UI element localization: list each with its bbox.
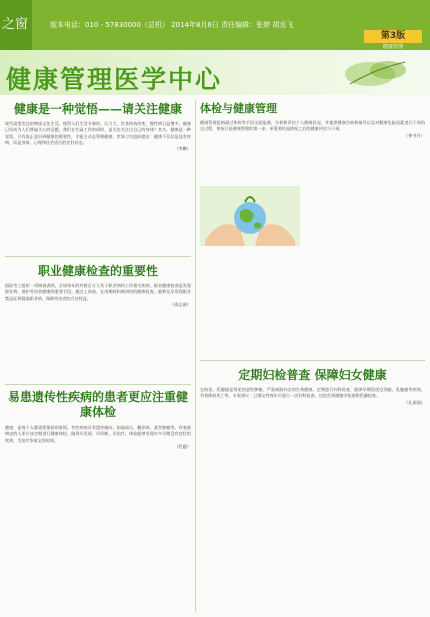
article-5-body: 在防治、乳腺癌是常见的恶性肿瘤，严重威胁妇女的生命健康。定期进行妇科检查，能够早期发现宫颈癌、乳腺癌等疾病，有效降低死亡率。专家建议：已婚女性每年应进行一次妇科检查，包括宫颈细胞学检查和乳腺检查。 bbox=[200, 387, 425, 399]
page-section-label: 健康管理 bbox=[382, 44, 403, 50]
article-4-headline: 体检与健康管理 bbox=[200, 102, 277, 115]
article-1-body: 现代高度发达的物质文化生活，使得人们生活节奏快、压力大、饮食结构改变，慢性病日益增多。健康已经成为人们普遍关心的话题。我们在忙碌工作的同时，是否也关注过自己的身体？其实，健康是一种觉悟，只有真正意识到健康的重要性，才能主动去管理健康。世界卫生组织提出：健康不仅仅是没有疾病，而是身体、心理和社会适应的完好状态。 bbox=[5, 121, 191, 145]
article-4-body: 健康管理是指通过体检等手段全面监测、分析和评估个人健康状况，并提供健康咨询和指导以及对健康危险因素进行干预的全过程。体检只是健康管理的第一步，更重要的是体检之后的健康评估与干预。 bbox=[200, 120, 425, 132]
page-number-badge: 第3版 bbox=[364, 30, 422, 43]
title-banner bbox=[0, 50, 430, 95]
divider bbox=[5, 256, 191, 257]
divider bbox=[5, 384, 191, 385]
article-3-headline: 易患遗传性疾病的患者更应注重健康体检 bbox=[7, 390, 188, 419]
article-5 bbox=[200, 366, 425, 612]
article-2-body: 国际劳工组织一项调查表明，全球每年约有数百万人死于职业病和工作相关疾病。职业健康检查是发现职业病、保护劳动者健康的重要手段。通过上岗前、在岗期间和离岗时的健康检查，能够及早发现职业禁忌证和疑似职业病，保障劳动者的合法权益。 bbox=[5, 283, 191, 301]
article-5-headline: 定期妇检普查 保障妇女健康 bbox=[238, 368, 387, 382]
health-illustration bbox=[200, 186, 300, 246]
article-4-author: （崔书月） bbox=[404, 132, 425, 138]
page-title: 健康管理医学中心 bbox=[6, 65, 223, 94]
section-corner-label: 之窗 bbox=[0, 0, 32, 50]
top-bar bbox=[0, 0, 430, 50]
article-1-headline: 健康是一种觉悟——请关注健康 bbox=[13, 102, 182, 116]
article-1 bbox=[5, 100, 191, 255]
article-2-author: （周志刚） bbox=[170, 301, 191, 307]
article-5-author: （孔丽丽） bbox=[404, 399, 425, 405]
article-3-body: 健康，是每个人都需要保持的事情。有些疾病具有遗传倾向，如高血压、糖尿病、某些肿瘤等。有家族病史的人更应该定期进行健康体检，做到早发现、早诊断、早治疗。体检能够发现许多早期没有症状的疾病，为治疗争取宝贵时间。 bbox=[5, 425, 191, 443]
article-3 bbox=[5, 390, 191, 612]
article-1-author: （李鹏） bbox=[174, 146, 191, 152]
hands-and-earth-illustration-icon bbox=[200, 186, 300, 246]
column-divider bbox=[195, 100, 196, 612]
article-2-headline: 职业健康检查的重要性 bbox=[37, 264, 158, 278]
article-3-author: （乳慈） bbox=[174, 443, 191, 449]
article-2 bbox=[5, 262, 191, 380]
leaf-decoration-icon bbox=[340, 54, 410, 92]
divider bbox=[200, 360, 425, 361]
issue-meta: 版本电话：010 - 57830000（总机） 2014年8月6日 责任编辑：张婷 胡丞飞 bbox=[50, 21, 294, 29]
